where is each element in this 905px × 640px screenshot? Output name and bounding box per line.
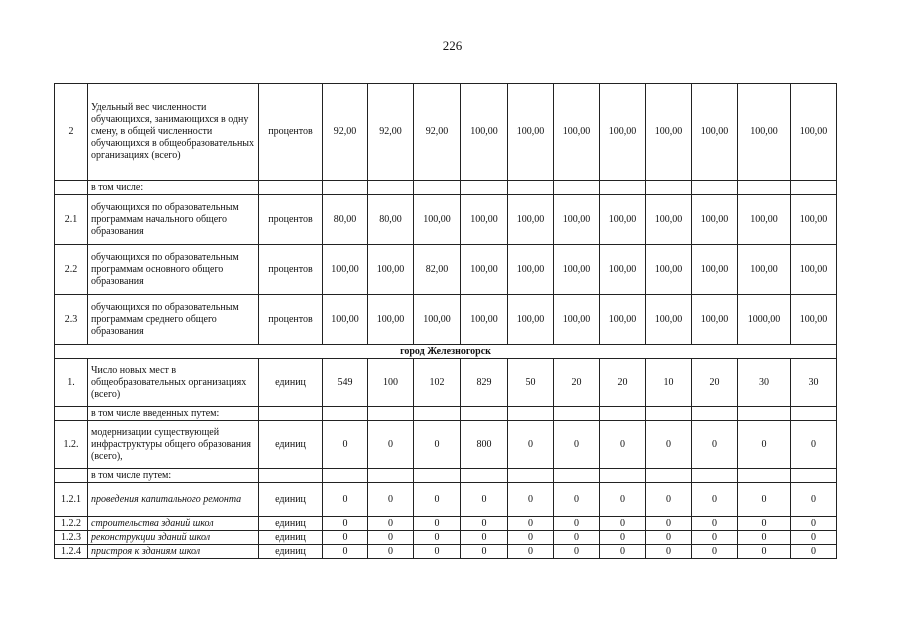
empty-cell bbox=[791, 407, 837, 421]
empty-cell bbox=[646, 469, 692, 483]
value-cell: 100,00 bbox=[600, 295, 646, 345]
value-cell: 102 bbox=[414, 359, 461, 407]
value-cell: 100,00 bbox=[738, 245, 791, 295]
value-cell: 100,00 bbox=[461, 195, 508, 245]
value-cell: 0 bbox=[508, 483, 554, 517]
value-cell: 100,00 bbox=[646, 295, 692, 345]
value-cell: 0 bbox=[692, 531, 738, 545]
value-cell: 100,00 bbox=[646, 245, 692, 295]
empty-cell bbox=[508, 181, 554, 195]
value-cell: 100,00 bbox=[368, 295, 414, 345]
value-cell: 92,00 bbox=[414, 84, 461, 181]
table-body bbox=[55, 84, 837, 559]
row-number bbox=[55, 469, 88, 483]
value-cell: 0 bbox=[554, 517, 600, 531]
value-cell: 20 bbox=[600, 359, 646, 407]
value-cell: 0 bbox=[646, 531, 692, 545]
indicators-table bbox=[54, 83, 837, 559]
value-cell: 0 bbox=[738, 545, 791, 559]
table-row bbox=[55, 359, 837, 407]
value-cell: 0 bbox=[692, 483, 738, 517]
row-description: строительства зданий школ bbox=[88, 517, 259, 531]
row-number: 1.2. bbox=[55, 421, 88, 469]
value-cell: 20 bbox=[554, 359, 600, 407]
unit-cell: процентов bbox=[259, 245, 323, 295]
value-cell: 100,00 bbox=[646, 195, 692, 245]
value-cell: 0 bbox=[600, 531, 646, 545]
value-cell: 100,00 bbox=[791, 295, 837, 345]
row-number: 1.2.1 bbox=[55, 483, 88, 517]
value-cell: 0 bbox=[508, 531, 554, 545]
value-cell: 100,00 bbox=[692, 195, 738, 245]
value-cell: 0 bbox=[461, 531, 508, 545]
empty-cell bbox=[738, 181, 791, 195]
value-cell: 100,00 bbox=[692, 245, 738, 295]
value-cell: 0 bbox=[791, 421, 837, 469]
value-cell: 100,00 bbox=[600, 84, 646, 181]
value-cell: 0 bbox=[692, 545, 738, 559]
value-cell: 0 bbox=[738, 517, 791, 531]
empty-cell bbox=[738, 407, 791, 421]
value-cell: 100,00 bbox=[508, 295, 554, 345]
empty-cell bbox=[508, 407, 554, 421]
value-cell: 0 bbox=[508, 517, 554, 531]
value-cell: 100,00 bbox=[508, 245, 554, 295]
table-row bbox=[55, 421, 837, 469]
value-cell: 0 bbox=[414, 483, 461, 517]
empty-cell bbox=[692, 181, 738, 195]
value-cell: 0 bbox=[323, 421, 368, 469]
value-cell: 100,00 bbox=[461, 245, 508, 295]
value-cell: 100,00 bbox=[692, 295, 738, 345]
unit-cell: процентов bbox=[259, 195, 323, 245]
table-row bbox=[55, 295, 837, 345]
row-number: 1.2.4 bbox=[55, 545, 88, 559]
row-number bbox=[55, 407, 88, 421]
value-cell: 100,00 bbox=[323, 245, 368, 295]
value-cell: 0 bbox=[323, 531, 368, 545]
value-cell: 100 bbox=[368, 359, 414, 407]
value-cell: 800 bbox=[461, 421, 508, 469]
value-cell: 100,00 bbox=[323, 295, 368, 345]
value-cell: 0 bbox=[646, 517, 692, 531]
empty-cell bbox=[738, 469, 791, 483]
value-cell: 80,00 bbox=[368, 195, 414, 245]
value-cell: 100,00 bbox=[461, 84, 508, 181]
empty-cell bbox=[692, 469, 738, 483]
value-cell: 0 bbox=[554, 421, 600, 469]
value-cell: 30 bbox=[738, 359, 791, 407]
value-cell: 100,00 bbox=[368, 245, 414, 295]
value-cell: 0 bbox=[791, 517, 837, 531]
value-cell: 100,00 bbox=[738, 84, 791, 181]
value-cell: 0 bbox=[461, 545, 508, 559]
empty-cell bbox=[368, 469, 414, 483]
row-description: обучающихся по образовательным программам начального общего образования bbox=[88, 195, 259, 245]
value-cell: 100,00 bbox=[508, 84, 554, 181]
value-cell: 0 bbox=[414, 545, 461, 559]
empty-cell bbox=[323, 469, 368, 483]
value-cell: 0 bbox=[323, 483, 368, 517]
value-cell: 100,00 bbox=[600, 195, 646, 245]
city-header-row bbox=[55, 345, 837, 359]
value-cell: 0 bbox=[600, 545, 646, 559]
row-description: обучающихся по образовательным программам основного общего образования bbox=[88, 245, 259, 295]
row-description: в том числе: bbox=[88, 181, 259, 195]
value-cell: 0 bbox=[461, 483, 508, 517]
empty-cell bbox=[414, 181, 461, 195]
value-cell: 0 bbox=[692, 517, 738, 531]
value-cell: 100,00 bbox=[692, 84, 738, 181]
value-cell: 0 bbox=[461, 517, 508, 531]
value-cell: 100,00 bbox=[646, 84, 692, 181]
row-description: реконструкции зданий школ bbox=[88, 531, 259, 545]
value-cell: 100,00 bbox=[554, 295, 600, 345]
table-row bbox=[55, 545, 837, 559]
value-cell: 0 bbox=[368, 483, 414, 517]
value-cell: 0 bbox=[791, 545, 837, 559]
value-cell: 0 bbox=[554, 545, 600, 559]
row-description: Число новых мест в общеобразовательных организациях (всего) bbox=[88, 359, 259, 407]
row-number: 1.2.3 bbox=[55, 531, 88, 545]
row-description: пристроя к зданиям школ bbox=[88, 545, 259, 559]
empty-cell bbox=[554, 469, 600, 483]
value-cell: 0 bbox=[646, 483, 692, 517]
row-number: 2.2 bbox=[55, 245, 88, 295]
empty-cell bbox=[791, 469, 837, 483]
row-description: Удельный вес численности обучающихся, занимающихся в одну смену, в общей численности обучающихся в общеобразовательных организациях (всего) bbox=[88, 84, 259, 181]
empty-cell bbox=[646, 407, 692, 421]
value-cell: 100,00 bbox=[414, 195, 461, 245]
value-cell: 92,00 bbox=[368, 84, 414, 181]
unit-cell: единиц bbox=[259, 483, 323, 517]
table-row bbox=[55, 483, 837, 517]
empty-cell bbox=[692, 407, 738, 421]
row-description: обучающихся по образовательным программам среднего общего образования bbox=[88, 295, 259, 345]
value-cell: 0 bbox=[368, 531, 414, 545]
empty-cell bbox=[461, 181, 508, 195]
value-cell: 100,00 bbox=[791, 245, 837, 295]
empty-cell bbox=[259, 407, 323, 421]
value-cell: 80,00 bbox=[323, 195, 368, 245]
table-row bbox=[55, 195, 837, 245]
value-cell: 92,00 bbox=[323, 84, 368, 181]
table-row bbox=[55, 245, 837, 295]
value-cell: 0 bbox=[414, 421, 461, 469]
value-cell: 10 bbox=[646, 359, 692, 407]
value-cell: 20 bbox=[692, 359, 738, 407]
value-cell: 0 bbox=[791, 483, 837, 517]
empty-cell bbox=[414, 469, 461, 483]
value-cell: 0 bbox=[600, 421, 646, 469]
value-cell: 100,00 bbox=[738, 195, 791, 245]
value-cell: 0 bbox=[554, 531, 600, 545]
empty-cell bbox=[259, 181, 323, 195]
value-cell: 0 bbox=[600, 483, 646, 517]
empty-cell bbox=[600, 407, 646, 421]
unit-cell: единиц bbox=[259, 531, 323, 545]
value-cell: 100,00 bbox=[414, 295, 461, 345]
row-description: в том числе путем: bbox=[88, 469, 259, 483]
value-cell: 50 bbox=[508, 359, 554, 407]
value-cell: 0 bbox=[508, 421, 554, 469]
value-cell: 100,00 bbox=[600, 245, 646, 295]
value-cell: 0 bbox=[692, 421, 738, 469]
value-cell: 100,00 bbox=[461, 295, 508, 345]
row-number bbox=[55, 181, 88, 195]
row-number: 1.2.2 bbox=[55, 517, 88, 531]
value-cell: 0 bbox=[646, 545, 692, 559]
table-row bbox=[55, 531, 837, 545]
row-description: модернизации существующей инфраструктуры общего образования (всего), bbox=[88, 421, 259, 469]
empty-cell bbox=[791, 181, 837, 195]
empty-cell bbox=[259, 469, 323, 483]
value-cell: 0 bbox=[368, 421, 414, 469]
value-cell: 100,00 bbox=[554, 84, 600, 181]
unit-cell: процентов bbox=[259, 84, 323, 181]
page-number: 226 bbox=[442, 38, 463, 53]
unit-cell: единиц bbox=[259, 421, 323, 469]
value-cell: 0 bbox=[368, 545, 414, 559]
value-cell: 0 bbox=[323, 545, 368, 559]
row-description: проведения капитального ремонта bbox=[88, 483, 259, 517]
value-cell: 100,00 bbox=[554, 195, 600, 245]
empty-cell bbox=[646, 181, 692, 195]
value-cell: 0 bbox=[368, 517, 414, 531]
table-row bbox=[55, 517, 837, 531]
empty-cell bbox=[461, 469, 508, 483]
value-cell: 30 bbox=[791, 359, 837, 407]
unit-cell: процентов bbox=[259, 295, 323, 345]
row-description: в том числе введенных путем: bbox=[88, 407, 259, 421]
row-number: 2.1 bbox=[55, 195, 88, 245]
empty-cell bbox=[508, 469, 554, 483]
unit-cell: единиц bbox=[259, 545, 323, 559]
value-cell: 100,00 bbox=[508, 195, 554, 245]
value-cell: 0 bbox=[738, 531, 791, 545]
empty-cell bbox=[461, 407, 508, 421]
value-cell: 0 bbox=[554, 483, 600, 517]
subheader-row bbox=[55, 407, 837, 421]
value-cell: 82,00 bbox=[414, 245, 461, 295]
row-number: 2 bbox=[55, 84, 88, 181]
empty-cell bbox=[554, 181, 600, 195]
subheader-row bbox=[55, 469, 837, 483]
city-title: город Железногорск bbox=[55, 345, 837, 359]
empty-cell bbox=[323, 181, 368, 195]
value-cell: 1000,00 bbox=[738, 295, 791, 345]
value-cell: 549 bbox=[323, 359, 368, 407]
empty-cell bbox=[368, 181, 414, 195]
empty-cell bbox=[414, 407, 461, 421]
value-cell: 829 bbox=[461, 359, 508, 407]
subheader-row bbox=[55, 181, 837, 195]
empty-cell bbox=[323, 407, 368, 421]
value-cell: 0 bbox=[646, 421, 692, 469]
value-cell: 100,00 bbox=[554, 245, 600, 295]
value-cell: 0 bbox=[414, 517, 461, 531]
empty-cell bbox=[554, 407, 600, 421]
value-cell: 100,00 bbox=[791, 84, 837, 181]
table-row bbox=[55, 84, 837, 181]
empty-cell bbox=[600, 469, 646, 483]
row-number: 1. bbox=[55, 359, 88, 407]
value-cell: 0 bbox=[414, 531, 461, 545]
unit-cell: единиц bbox=[259, 517, 323, 531]
value-cell: 0 bbox=[738, 421, 791, 469]
row-number: 2.3 bbox=[55, 295, 88, 345]
empty-cell bbox=[600, 181, 646, 195]
value-cell: 0 bbox=[791, 531, 837, 545]
value-cell: 100,00 bbox=[791, 195, 837, 245]
value-cell: 0 bbox=[738, 483, 791, 517]
empty-cell bbox=[368, 407, 414, 421]
value-cell: 0 bbox=[508, 545, 554, 559]
value-cell: 0 bbox=[323, 517, 368, 531]
unit-cell: единиц bbox=[259, 359, 323, 407]
value-cell: 0 bbox=[600, 517, 646, 531]
